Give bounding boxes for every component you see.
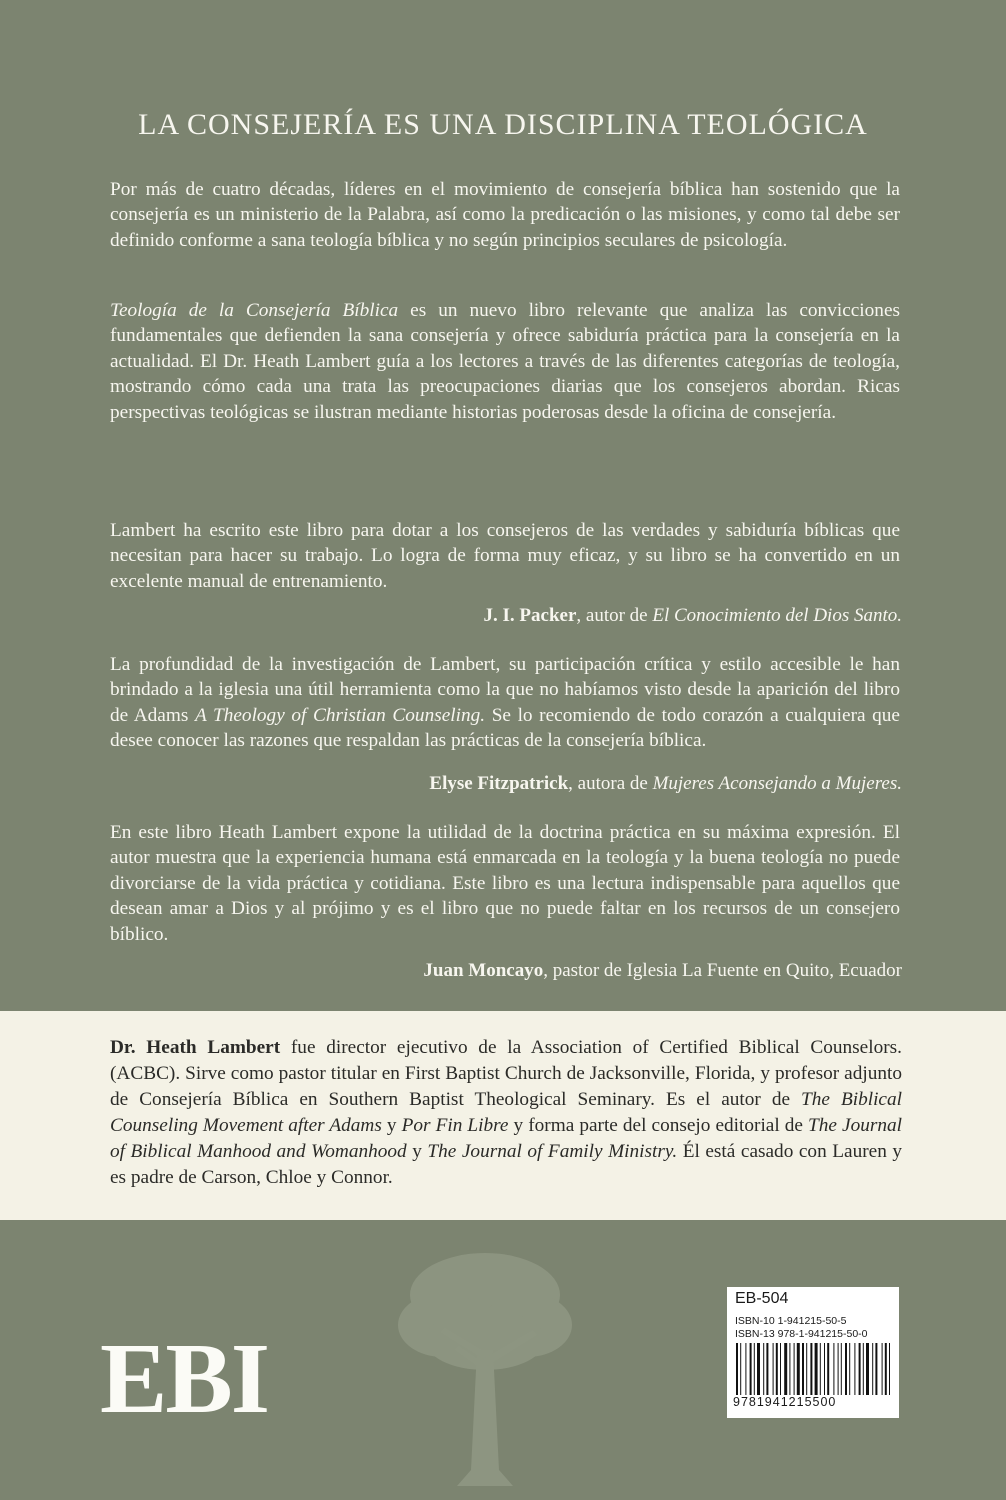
isbn-10: ISBN-10 1-941215-50-5 bbox=[735, 1315, 847, 1327]
barcode-bars bbox=[735, 1343, 891, 1395]
isbn-13: ISBN-13 978-1-941215-50-0 bbox=[735, 1328, 868, 1340]
endorser-name-1: J. I. Packer bbox=[483, 605, 577, 626]
endorsement-quote-2-title: A Theology of Christian Counseling. bbox=[194, 704, 486, 726]
bio-book-2: Por Fin Libre bbox=[401, 1115, 509, 1136]
endorsement-quote-2 bbox=[110, 652, 900, 754]
endorsement-quote-1: Lambert ha escrito este libro para dotar a los consejeros de las verdades y sabiduría bíblicas que necesitan para hacer su trabajo. Lo logra de forma muy eficaz, y su libro se ha convertido en un excelente manual de entrenamiento. bbox=[110, 520, 900, 592]
barcode-number: 9781941215500 bbox=[733, 1395, 837, 1409]
tree-icon bbox=[385, 1240, 585, 1490]
book-title: Teología de la Consejería Bíblica bbox=[110, 300, 399, 321]
intro-paragraph-1: Por más de cuatro décadas, líderes en el movimiento de consejería bíblica han sostenido que la consejería es un ministerio de la Palabra, así como la predicación o las misiones, y como tal debe ser definido conforme a sana teología bíblica y no según principios seculares de psicología. bbox=[110, 179, 900, 251]
endorsement-quote-3: En este libro Heath Lambert expone la utilidad de la doctrina práctica en su máxima expresión. El autor muestra que la experiencia humana está enmarcada en la teología y la buena teología no puede divorciarse de la vida práctica y cotidiana. Este libro es una lectura indispensable para aquellos que desean amar a Dios y al prójimo y es el libro que no puede faltar en los recursos de un consejero bíblico. bbox=[110, 822, 900, 945]
bio-text-3: y forma parte del consejo editorial de bbox=[508, 1115, 809, 1136]
endorsement-quote-2-b: Se lo recomiendo de todo corazón a cualquiera que desee conocer las razones que respaldan las prácticas de la consejería bíblica. bbox=[110, 704, 900, 752]
intro-paragraph-2-text: es un nuevo libro relevante que analiza las convicciones fundamentales que defienden la sana consejería y ofrece sabiduría práctica para la consejería en la actualidad. El Dr. Heath Lambert guía a los lectores a través de las diferentes categorías de teología, mostrando cómo cada una trata las preocupaciones diarias que los consejeros abordan. Ricas perspectivas teológicas se ilustran mediante historias poderosas desde la oficina de consejería. bbox=[110, 300, 901, 423]
product-code: EB-504 bbox=[735, 1290, 789, 1307]
bio-text-5: Él está casado con Lauren y es padre de Carson, Chloe y Connor. bbox=[110, 1141, 903, 1188]
bio-text-2: y bbox=[381, 1115, 402, 1136]
endorser-name-2: Elyse Fitzpatrick bbox=[429, 773, 569, 794]
endorsement-attribution-2 bbox=[429, 773, 902, 795]
bio-text-1: fue director ejecutivo de la Association of Certified Biblical Counselors. (ACBC). Sirve como pastor titular en First Baptist Church de Jacksonville, Florida, y profesor adjunto de Consejería Bíblica en Southern Baptist Theological Seminary. Es el autor de bbox=[110, 1037, 902, 1110]
cover-heading: LA CONSEJERÍA ES UNA DISCIPLINA TEOLÓGICA bbox=[138, 108, 868, 141]
endorser-role-3: , pastor de Iglesia La Fuente en Quito, Ecuador bbox=[543, 960, 902, 981]
endorser-role-2: , autora de bbox=[568, 773, 653, 794]
endorsement-quote-2-a: La profundidad de la investigación de Lambert, su participación crítica y estilo accesible le han brindado a la iglesia una útil herramienta como la que no habíamos visto desde la aparición del libro de Adams bbox=[110, 654, 900, 726]
publisher-logo: EBI bbox=[100, 1322, 269, 1434]
endorser-work-2: Mujeres Aconsejando a Mujeres. bbox=[652, 773, 902, 794]
author-bio-band bbox=[0, 1011, 1006, 1220]
bio-journal-2: The Journal of Family Ministry. bbox=[427, 1141, 678, 1162]
author-bio bbox=[110, 1035, 902, 1191]
endorser-role-1: , autor de bbox=[576, 605, 653, 626]
barcode-label bbox=[727, 1287, 899, 1418]
endorser-name-3: Juan Moncayo bbox=[423, 960, 544, 981]
bio-journal-1: The Journal of Biblical Manhood and Womanhood bbox=[110, 1115, 902, 1162]
endorsement-attribution-3 bbox=[423, 960, 902, 982]
endorser-work-1: El Conocimiento del Dios Santo. bbox=[652, 605, 902, 626]
endorsement-attribution-1 bbox=[484, 605, 902, 627]
bio-text-4: y bbox=[406, 1141, 428, 1162]
intro-paragraph-2 bbox=[110, 298, 900, 425]
author-name: Dr. Heath Lambert bbox=[110, 1037, 281, 1058]
bio-book-1: The Biblical Counseling Movement after Adams bbox=[110, 1089, 902, 1136]
